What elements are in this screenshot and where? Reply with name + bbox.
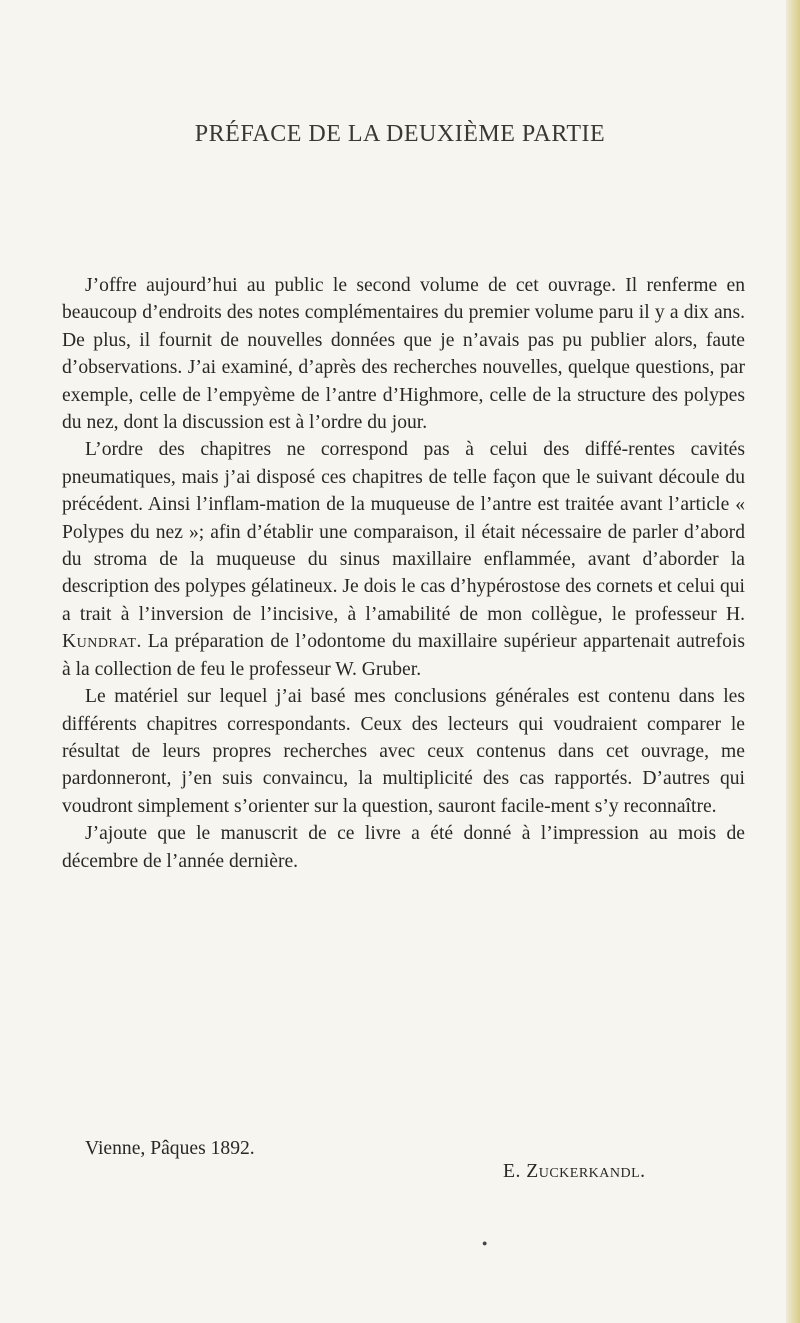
paragraph-4: J’ajoute que le manuscrit de ce livre a été donné à l’impression au mois de décembre de l’année dernière. [62,823,745,872]
page-title: PRÉFACE DE LA DEUXIÈME PARTIE [194,121,606,147]
author-name-kundrat: Kundrat [62,631,137,653]
place-date: Vienne, Pâques 1892. [85,1138,255,1159]
paragraph-2-text-b: . La préparation de l’odontome du maxillaire supérieur appartenait autrefois à la collection de feu le professeur W. Gruber. [62,631,745,680]
paragraph-2 [62,436,745,683]
printer-mark: ● [482,1238,488,1248]
signature: E. Zuckerkandl. [503,1161,646,1182]
paragraph-1: J’offre aujourd’hui au public le second volume de cet ouvrage. Il renferme en beaucoup d’endroits des notes complémentaires du premier volume paru il y a dix ans. De plus, il fournit de nouvelles données que je n’avais pas pu publier alors, faute d’observations. J’ai examiné, d’après des recherches nouvelles, quelque questions, par exemple, celle de l’empyème de l’antre d’Highmore, celle de la structure des polypes du nez, dont la discussion est à l’ordre du jour. [62,275,745,434]
paragraph-2-text-a: L’ordre des chapitres ne correspond pas à celui des diffé-rentes cavités pneumatiques, mais j’ai disposé ces chapitres de telle façon que le suivant découle du précédent. Ainsi l’inflam-mation de la muqueuse de l’antre est traitée avant l’article « Polypes du nez »; afin d’établir une comparaison, il était nécessaire de parler d’abord du stroma de la muqueuse du sinus maxillaire enflammée, avant d’aborder la description des polypes gélatineux. Je dois le cas d’hypérostose des cornets et celui qui a trait à l’inversion de l’incisive, à l’amabilité de mon collègue, le professeur H. [62,439,745,625]
paragraph-3: Le matériel sur lequel j’ai basé mes conclusions générales est contenu dans les différents chapitres correspondants. Ceux des lecteurs qui voudraient comparer le résultat de leurs propres recherches avec ceux contenus dans cet ouvrage, me pardonneront, j’en suis convaincu, la multiplicité des cas rapportés. D’autres qui voudront simplement s’orienter sur la question, sauront facile-ment s’y reconnaître. [62,686,745,817]
page-edge [786,0,800,1323]
preface-body [62,272,745,875]
